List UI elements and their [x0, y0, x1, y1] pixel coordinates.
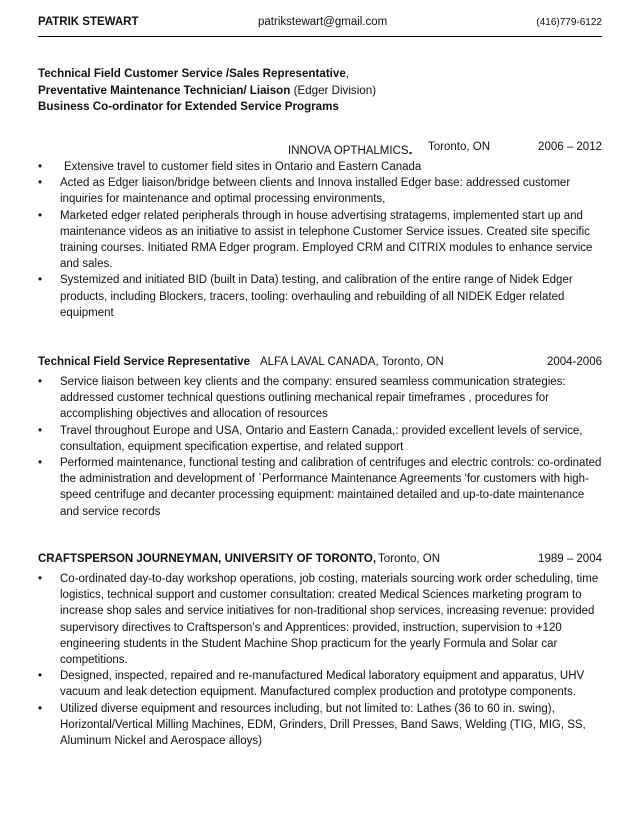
bullet-text: Co-ordinated day-to-day workshop operations, job costing, materials sourcing work order scheduling, time logistics, technical support and customer consultation: created Medical Sciences marketing program to increase shop sales and service initiatives for non-traditional shop services, increasing revenue: provided supervisory directives to Craftsperson's and Apprentices: provided, instruction, supervision to +120 engineering students in the Student Machine Shop practicum for the yearly Formula and Solar car competitions. [60, 573, 599, 667]
job-alfa-laval-company: ALFA LAVAL CANADA, Toronto, ON [260, 356, 444, 368]
job-innova [38, 141, 602, 321]
contact-phone: (416)779-6122 [536, 17, 602, 28]
bullet-text: Acted as Edger liaison/bridge between clients and Innova installed Edger base: addressed customer inquiries for maintenance and optimal processing environments, [60, 177, 571, 206]
job-alfa-laval-bullets [38, 374, 602, 520]
bullet-icon: • [38, 274, 43, 287]
job-innova-heading [38, 141, 602, 157]
bullet-icon: • [38, 177, 43, 190]
list-item [38, 668, 602, 700]
list-item [38, 701, 602, 750]
bullet-text: Systemized and initiated BID (built in Data) testing, and calibration of the entire range of Nidek Edger products, including Blockers, tracers, tooling: overhauling and rebuilding of all NIDEK Edger related equipment [60, 274, 573, 319]
candidate-name: PATRIK STEWART [38, 16, 139, 28]
bullet-icon: • [38, 457, 43, 470]
job-university-toronto-bullets [38, 571, 602, 749]
role-title-1 [38, 66, 376, 83]
bullet-text: Travel throughout Europe and USA, Ontario and Eastern Canada,: provided excellent levels of service, consultation, equipment specification expertise, and related support [60, 424, 583, 453]
company-dot: . [408, 141, 413, 157]
role-titles [38, 66, 376, 116]
job-university-toronto-dates: 1989 – 2004 [538, 553, 602, 565]
role-title-2-division: (Edger Division) [290, 83, 377, 97]
job-innova-bullets [38, 159, 602, 321]
bullet-text: Marketed edger related peripherals through in house advertising stratagems, implemented start up and maintenance videos as an initiative to assist in telephone Customer Service issues. Created site specific training courses. Initiated RMA Edger program. Employed CRM and CITRIX modules to enhance service and sales. [60, 209, 593, 271]
job-innova-company [288, 141, 412, 157]
company-name: INNOVA OPTHALMICS [288, 145, 409, 157]
job-alfa-laval-dates: 2004-2006 [547, 356, 602, 368]
role-title-2-text: Preventative Maintenance Technician/ Liaison [38, 83, 291, 97]
resume-header [38, 12, 602, 37]
bullet-text: Service liaison between key clients and the company: ensured seamless communication strategies: addressed customer technical questions outlining mechanical repair timeframes , procedures for accomplishing objectives and allocation of resources [60, 376, 566, 421]
bullet-icon: • [38, 424, 43, 437]
role-title-3-text: Business Co-ordinator for Extended Service Programs [38, 100, 339, 113]
bullet-icon: • [38, 573, 43, 585]
list-item [38, 159, 602, 175]
list-item [38, 571, 602, 668]
bullet-icon: • [38, 702, 43, 715]
bullet-text: Designed, inspected, repaired and re-manufactured Medical laboratory equipment and apparatus, UHV vacuum and leak detection equipment. Manufactured complex production and prototype components. [60, 670, 585, 699]
job-alfa-laval-heading [38, 356, 602, 372]
list-item [38, 175, 602, 207]
job-university-toronto-title: CRAFTSPERSON JOURNEYMAN, UNIVERSITY OF TORONTO, [38, 553, 377, 565]
list-item [38, 208, 602, 273]
bullet-text: Performed maintenance, functional testing and calibration of centrifuges and electric controls: co-ordinated the administration and development of `Performance Maintenance Agreements 'for customers with high-speed centrifuge and decanter processing equipment: maintained detailed and up-to-date maintenance and service records [60, 457, 602, 518]
job-alfa-laval [38, 356, 602, 520]
list-item [38, 423, 602, 455]
role-title-3 [38, 99, 376, 116]
bullet-text: Extensive travel to customer field sites in Ontario and Eastern Canada [64, 161, 422, 173]
job-university-toronto [38, 553, 602, 749]
list-item [38, 455, 602, 520]
job-university-toronto-heading [38, 553, 602, 569]
job-innova-dates: 2006 – 2012 [538, 141, 602, 153]
list-item [38, 374, 602, 423]
list-item [38, 272, 602, 321]
bullet-text: Utilized diverse equipment and resources including, but not limited to: Lathes (36 to 60 in. swing), Horizontal/Vertical Milling Machines, EDM, Grinders, Drill Presses, Band Saws, Welding (TIG, MIG, SS, Aluminum Nickel and Aerospace alloys) [60, 702, 586, 748]
role-title-1-text: Technical Field Customer Service /Sales Representative [38, 67, 346, 80]
bullet-icon: • [38, 209, 43, 222]
bullet-icon: • [38, 670, 43, 683]
role-title-1-tail: , [345, 67, 350, 80]
job-university-toronto-location: Toronto, ON [378, 553, 440, 565]
job-alfa-laval-title: Technical Field Service Representative [38, 356, 250, 368]
bullet-icon: • [38, 161, 43, 173]
bullet-icon: • [38, 376, 43, 388]
contact-email: patrikstewart@gmail.com [258, 16, 388, 28]
job-innova-location: Toronto, ON [428, 141, 490, 153]
role-title-2 [38, 83, 376, 100]
